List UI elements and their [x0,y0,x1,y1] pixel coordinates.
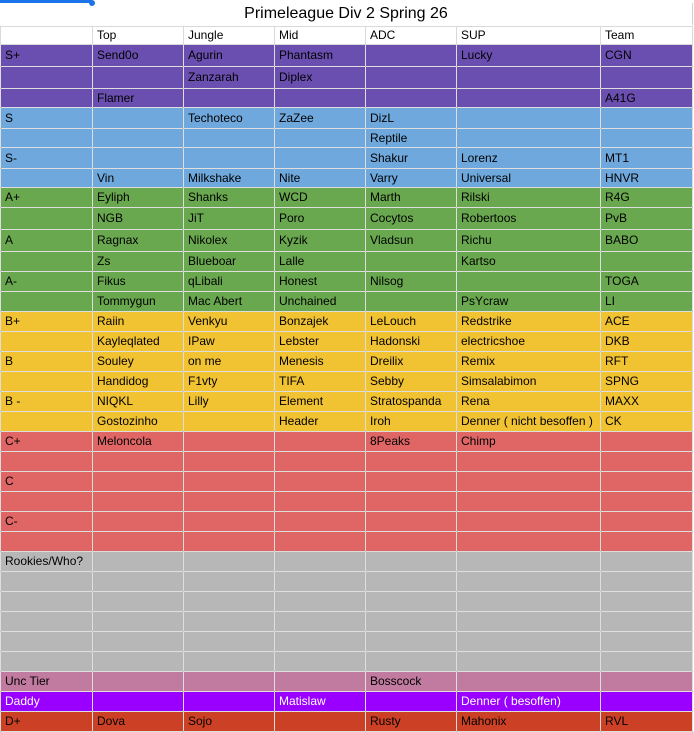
cell-team[interactable]: DKB [601,332,693,352]
cell-tier[interactable] [1,129,93,148]
table-row [1,169,693,188]
cell-adc[interactable]: Rusty [366,712,457,732]
cell-mid[interactable]: Header [275,412,366,432]
cell-top[interactable] [93,67,184,89]
cell-adc[interactable]: Bosscock [366,672,457,692]
cell-top[interactable]: Flamer [93,89,184,108]
cell-jungle[interactable] [184,652,275,672]
cell-jungle[interactable] [184,472,275,492]
cell-adc[interactable] [366,532,457,552]
cell-adc[interactable]: Vladsun [366,230,457,252]
cell-mid[interactable] [275,129,366,148]
cell-adc[interactable] [366,292,457,312]
cell-top[interactable]: Vin [93,169,184,188]
table-row [1,352,693,372]
cell-adc[interactable]: 8Peaks [366,432,457,452]
cell-team[interactable]: RFT [601,352,693,372]
cell-adc[interactable] [366,652,457,672]
cell-sup[interactable] [457,512,601,532]
cell-team[interactable] [601,108,693,129]
cell-tier[interactable] [1,208,93,230]
cell-mid[interactable]: Honest [275,272,366,292]
cell-sup[interactable]: Redstrike [457,312,601,332]
cell-mid[interactable] [275,452,366,472]
cell-sup[interactable]: Lucky [457,45,601,67]
cell-mid[interactable] [275,432,366,452]
cell-team[interactable]: R4G [601,188,693,208]
cell-team[interactable]: CK [601,412,693,432]
cell-top[interactable] [93,108,184,129]
cell-mid[interactable]: TIFA [275,372,366,392]
cell-adc[interactable]: DizL [366,108,457,129]
cell-sup[interactable]: Lorenz [457,148,601,169]
cell-top[interactable]: Raiin [93,312,184,332]
cell-sup[interactable] [457,552,601,572]
cell-adc[interactable] [366,452,457,472]
cell-sup[interactable]: Denner ( nicht besoffen ) [457,412,601,432]
cell-tier[interactable] [1,252,93,272]
cell-tier[interactable]: A- [1,272,93,292]
cell-sup[interactable] [457,89,601,108]
cell-top[interactable] [93,612,184,632]
cell-adc[interactable]: LeLouch [366,312,457,332]
cell-tier[interactable] [1,632,93,652]
cell-top[interactable]: Fikus [93,272,184,292]
table-row [1,45,693,67]
cell-tier[interactable]: B [1,352,93,372]
cell-jungle[interactable]: Sojo [184,712,275,732]
cell-adc[interactable] [366,472,457,492]
cell-tier[interactable] [1,332,93,352]
cell-sup[interactable]: Denner ( besoffen) [457,692,601,712]
cell-sup[interactable] [457,632,601,652]
cell-team[interactable]: CGN [601,45,693,67]
table-row [1,712,693,732]
cell-mid[interactable]: Lalle [275,252,366,272]
cell-top[interactable] [93,672,184,692]
cell-jungle[interactable] [184,129,275,148]
cell-sup[interactable] [457,612,601,632]
cell-team[interactable] [601,67,693,89]
cell-sup[interactable]: Chimp [457,432,601,452]
cell-team[interactable]: SPNG [601,372,693,392]
cell-top[interactable] [93,472,184,492]
cell-sup[interactable]: Simsalabimon [457,372,601,392]
cell-top[interactable]: Gostozinho [93,412,184,432]
cell-mid[interactable] [275,148,366,169]
table-row [1,492,693,512]
cell-team[interactable] [601,472,693,492]
table-body [1,27,693,732]
cell-mid[interactable] [275,512,366,532]
cell-tier[interactable] [1,652,93,672]
table-row [1,412,693,432]
cell-tier[interactable]: S [1,108,93,129]
cell-mid[interactable] [275,632,366,652]
cell-mid[interactable]: ZaZee [275,108,366,129]
cell-mid[interactable]: Poro [275,208,366,230]
cell-tier[interactable] [1,292,93,312]
cell-team[interactable] [601,512,693,532]
cell-adc[interactable] [366,512,457,532]
table-row [1,552,693,572]
cell-tier[interactable]: Rookies/Who? [1,552,93,572]
cell-tier[interactable]: C+ [1,432,93,452]
cell-mid[interactable] [275,652,366,672]
cell-mid[interactable]: Bonzajek [275,312,366,332]
cell-adc[interactable] [366,572,457,592]
cell-tier[interactable] [1,67,93,89]
cell-tier[interactable] [1,592,93,612]
cell-sup[interactable] [457,129,601,148]
cell-team[interactable] [601,572,693,592]
sheet-title: Primeleague Div 2 Spring 26 [0,3,693,25]
cell-mid[interactable] [275,672,366,692]
cell-jungle[interactable]: Zanzarah [184,67,275,89]
cell-adc[interactable] [366,89,457,108]
cell-top[interactable]: Souley [93,352,184,372]
cell-sup[interactable]: Rilski [457,188,601,208]
cell-top[interactable]: Eyliph [93,188,184,208]
cell-team[interactable]: LI [601,292,693,312]
cell-jungle[interactable] [184,452,275,472]
cell-tier[interactable]: D+ [1,712,93,732]
cell-jungle[interactable] [184,632,275,652]
cell-jungle[interactable] [184,612,275,632]
cell-team[interactable] [601,452,693,472]
cell-team[interactable] [601,532,693,552]
cell-adc[interactable]: Reptile [366,129,457,148]
cell-adc[interactable] [366,492,457,512]
cell-tier[interactable]: S+ [1,45,93,67]
cell-adc[interactable]: Shakur [366,148,457,169]
table-row [1,272,693,292]
cell-top[interactable] [93,652,184,672]
cell-mid[interactable] [275,472,366,492]
cell-top[interactable]: NGB [93,208,184,230]
tier-list-table [0,26,693,732]
cell-top[interactable] [93,572,184,592]
cell-adc[interactable] [366,252,457,272]
cell-adc[interactable] [366,67,457,89]
cell-top[interactable]: Handidog [93,372,184,392]
table-row [1,372,693,392]
header-row [1,27,693,45]
cell-team[interactable] [601,612,693,632]
cell-sup[interactable]: Robertoos [457,208,601,230]
cell-tier[interactable]: A [1,230,93,252]
cell-top[interactable]: NIQKL [93,392,184,412]
cell-adc[interactable]: Varry [366,169,457,188]
table-row [1,592,693,612]
cell-mid[interactable]: Kyzik [275,230,366,252]
cell-sup[interactable]: electricshoe [457,332,601,352]
cell-jungle[interactable] [184,412,275,432]
cell-mid[interactable] [275,532,366,552]
cell-sup[interactable] [457,472,601,492]
table-row [1,188,693,208]
table-row [1,67,693,89]
cell-sup[interactable] [457,492,601,512]
cell-adc[interactable]: Marth [366,188,457,208]
cell-mid[interactable] [275,592,366,612]
cell-jungle[interactable]: Milkshake [184,169,275,188]
header-cell-top[interactable]: Top [93,27,184,45]
cell-team[interactable] [601,552,693,572]
cell-tier[interactable] [1,532,93,552]
cell-tier[interactable] [1,452,93,472]
cell-team[interactable]: MT1 [601,148,693,169]
cell-tier[interactable] [1,169,93,188]
header-cell-mid[interactable]: Mid [275,27,366,45]
cell-jungle[interactable]: Techoteco [184,108,275,129]
cell-jungle[interactable]: Blueboar [184,252,275,272]
cell-jungle[interactable]: Venkyu [184,312,275,332]
cell-mid[interactable]: Unchained [275,292,366,312]
cell-top[interactable]: Zs [93,252,184,272]
cell-mid[interactable] [275,552,366,572]
table-row [1,208,693,230]
table-row [1,129,693,148]
header-cell-sup[interactable]: SUP [457,27,601,45]
cell-jungle[interactable]: Lilly [184,392,275,412]
cell-mid[interactable]: Nite [275,169,366,188]
cell-top[interactable]: Meloncola [93,432,184,452]
table-row [1,532,693,552]
cell-jungle[interactable] [184,672,275,692]
header-cell-team[interactable]: Team [601,27,693,45]
cell-tier[interactable] [1,492,93,512]
cell-top[interactable] [93,512,184,532]
table-row [1,148,693,169]
cell-tier[interactable] [1,372,93,392]
cell-top[interactable] [93,129,184,148]
table-row [1,572,693,592]
cell-sup[interactable] [457,272,601,292]
cell-adc[interactable] [366,552,457,572]
cell-jungle[interactable] [184,89,275,108]
cell-sup[interactable] [457,67,601,89]
cell-sup[interactable]: Remix [457,352,601,372]
cell-tier[interactable]: C [1,472,93,492]
cell-sup[interactable] [457,592,601,612]
cell-sup[interactable] [457,108,601,129]
cell-top[interactable] [93,492,184,512]
cell-jungle[interactable] [184,532,275,552]
cell-mid[interactable] [275,492,366,512]
cell-jungle[interactable]: Agurin [184,45,275,67]
cell-team[interactable] [601,652,693,672]
cell-mid[interactable] [275,572,366,592]
table-row [1,392,693,412]
cell-top[interactable] [93,148,184,169]
cell-adc[interactable]: Sebby [366,372,457,392]
cell-sup[interactable] [457,572,601,592]
table-row [1,292,693,312]
cell-team[interactable]: BABO [601,230,693,252]
cell-jungle[interactable] [184,432,275,452]
cell-jungle[interactable] [184,148,275,169]
cell-mid[interactable] [275,89,366,108]
cell-adc[interactable]: Nilsog [366,272,457,292]
cell-top[interactable]: Tommygun [93,292,184,312]
cell-top[interactable] [93,592,184,612]
cell-mid[interactable]: Diplex [275,67,366,89]
cell-team[interactable]: ACE [601,312,693,332]
cell-jungle[interactable]: qLibali [184,272,275,292]
cell-top[interactable] [93,692,184,712]
cell-adc[interactable] [366,612,457,632]
cell-jungle[interactable]: F1vty [184,372,275,392]
table-row [1,252,693,272]
cell-tier[interactable]: S- [1,148,93,169]
cell-adc[interactable]: Iroh [366,412,457,432]
cell-team[interactable] [601,672,693,692]
cell-sup[interactable] [457,672,601,692]
cell-tier[interactable] [1,89,93,108]
cell-mid[interactable]: Phantasm [275,45,366,67]
cell-adc[interactable]: Hadonski [366,332,457,352]
cell-sup[interactable]: Mahonix [457,712,601,732]
table-row [1,108,693,129]
table-row [1,612,693,632]
cell-adc[interactable] [366,45,457,67]
header-cell-tier[interactable] [1,27,93,45]
cell-mid[interactable]: WCD [275,188,366,208]
cell-jungle[interactable]: Nikolex [184,230,275,252]
cell-team[interactable] [601,129,693,148]
cell-tier[interactable]: B - [1,392,93,412]
cell-top[interactable]: Kayleqlated [93,332,184,352]
cell-sup[interactable]: Universal [457,169,601,188]
cell-tier[interactable] [1,412,93,432]
table-row [1,452,693,472]
cell-sup[interactable] [457,452,601,472]
cell-adc[interactable] [366,692,457,712]
cell-sup[interactable]: Rena [457,392,601,412]
cell-team[interactable]: RVL [601,712,693,732]
cell-mid[interactable]: Lebster [275,332,366,352]
cell-team[interactable]: MAXX [601,392,693,412]
cell-mid[interactable] [275,612,366,632]
table-row [1,652,693,672]
cell-jungle[interactable] [184,692,275,712]
cell-team[interactable]: A41G [601,89,693,108]
header-cell-jungle[interactable]: Jungle [184,27,275,45]
cell-adc[interactable]: Dreilix [366,352,457,372]
table-row [1,312,693,332]
table-row [1,632,693,652]
cell-team[interactable]: TOGA [601,272,693,292]
cell-jungle[interactable] [184,512,275,532]
table-row [1,472,693,492]
cell-team[interactable] [601,252,693,272]
cell-team[interactable] [601,692,693,712]
cell-jungle[interactable]: JiT [184,208,275,230]
cell-tier[interactable] [1,572,93,592]
cell-tier[interactable]: C- [1,512,93,532]
cell-tier[interactable]: Unc Tier [1,672,93,692]
cell-adc[interactable]: Stratospanda [366,392,457,412]
cell-tier[interactable]: B+ [1,312,93,332]
cell-tier[interactable] [1,612,93,632]
table-row [1,432,693,452]
cell-tier[interactable]: Daddy [1,692,93,712]
cell-top[interactable] [93,532,184,552]
cell-team[interactable] [601,592,693,612]
cell-sup[interactable]: PsYcraw [457,292,601,312]
header-cell-adc[interactable]: ADC [366,27,457,45]
cell-jungle[interactable] [184,492,275,512]
cell-tier[interactable]: A+ [1,188,93,208]
cell-sup[interactable] [457,532,601,552]
cell-jungle[interactable]: Mac Abert [184,292,275,312]
cell-team[interactable] [601,632,693,652]
cell-team[interactable]: HNVR [601,169,693,188]
cell-mid[interactable]: Menesis [275,352,366,372]
cell-jungle[interactable] [184,592,275,612]
table-row [1,89,693,108]
cell-jungle[interactable] [184,552,275,572]
cell-team[interactable] [601,492,693,512]
table-row [1,512,693,532]
cell-jungle[interactable]: on me [184,352,275,372]
cell-mid[interactable] [275,712,366,732]
table-row [1,672,693,692]
cell-top[interactable]: Ragnax [93,230,184,252]
cell-team[interactable] [601,432,693,452]
cell-top[interactable] [93,552,184,572]
cell-top[interactable]: Send0o [93,45,184,67]
cell-adc[interactable]: Cocytos [366,208,457,230]
table-row [1,230,693,252]
cell-jungle[interactable]: IPaw [184,332,275,352]
cell-sup[interactable]: Richu [457,230,601,252]
table-row [1,692,693,712]
cell-jungle[interactable] [184,572,275,592]
cell-top[interactable] [93,452,184,472]
cell-top[interactable]: Dova [93,712,184,732]
cell-jungle[interactable]: Shanks [184,188,275,208]
cell-adc[interactable] [366,592,457,612]
cell-sup[interactable] [457,652,601,672]
cell-top[interactable] [93,632,184,652]
cell-sup[interactable]: Kartso [457,252,601,272]
cell-team[interactable]: PvB [601,208,693,230]
table-row [1,332,693,352]
cell-mid[interactable]: Matislaw [275,692,366,712]
cell-adc[interactable] [366,632,457,652]
cell-mid[interactable]: Element [275,392,366,412]
